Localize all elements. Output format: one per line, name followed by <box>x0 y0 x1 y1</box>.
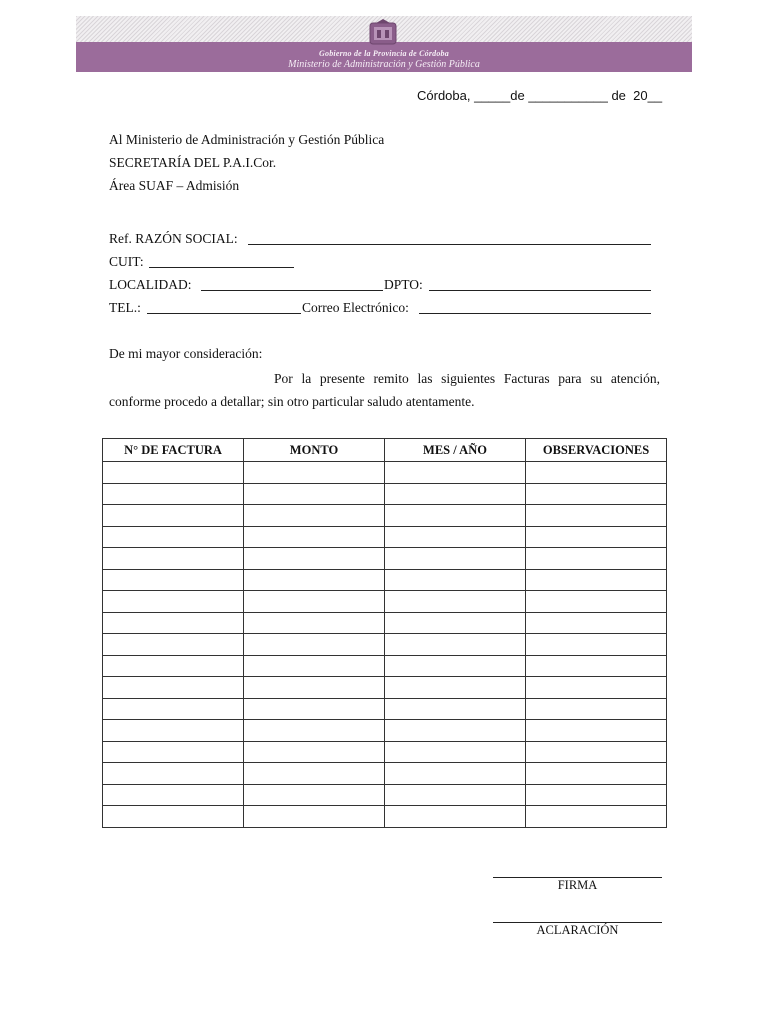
table-cell[interactable] <box>526 634 667 656</box>
table-cell[interactable] <box>385 763 526 785</box>
table-cell[interactable] <box>244 806 385 828</box>
table-row <box>103 720 667 742</box>
table-cell[interactable] <box>244 784 385 806</box>
table-cell[interactable] <box>526 763 667 785</box>
table-cell[interactable] <box>244 720 385 742</box>
table-cell[interactable] <box>103 483 244 505</box>
table-row <box>103 548 667 570</box>
body-paragraph: Por la presente remito las siguientes Facturas para su atención, conforme procedo a detallar; sin otro particular saludo atentamente. <box>109 371 660 409</box>
table-cell[interactable] <box>244 763 385 785</box>
table-cell[interactable] <box>244 462 385 484</box>
table-row <box>103 806 667 828</box>
table-cell[interactable] <box>526 591 667 613</box>
table-cell[interactable] <box>385 720 526 742</box>
table-cell[interactable] <box>526 462 667 484</box>
tel-field[interactable] <box>147 313 301 314</box>
addressee-area: Área SUAF – Admisión <box>109 178 240 193</box>
table-row <box>103 569 667 591</box>
tel-label: TEL.: <box>109 300 141 315</box>
table-cell[interactable] <box>103 806 244 828</box>
table-cell[interactable] <box>244 548 385 570</box>
ministry-name: Ministerio de Administración y Gestión Pública <box>288 59 480 70</box>
table-row <box>103 526 667 548</box>
table-cell[interactable] <box>526 526 667 548</box>
table-cell[interactable] <box>385 784 526 806</box>
table-cell[interactable] <box>103 462 244 484</box>
table-cell[interactable] <box>385 548 526 570</box>
table-cell[interactable] <box>103 784 244 806</box>
table-cell[interactable] <box>103 655 244 677</box>
government-name: Gobierno de la Provincia de Córdoba <box>319 49 449 58</box>
table-cell[interactable] <box>103 720 244 742</box>
table-cell[interactable] <box>526 720 667 742</box>
column-header-factura: N° DE FACTURA <box>103 439 244 462</box>
table-header-row <box>103 439 667 462</box>
table-cell[interactable] <box>526 784 667 806</box>
table-cell[interactable] <box>103 548 244 570</box>
table-cell[interactable] <box>526 569 667 591</box>
table-cell[interactable] <box>244 526 385 548</box>
localidad-label: LOCALIDAD: <box>109 277 192 292</box>
table-cell[interactable] <box>103 505 244 527</box>
table-cell[interactable] <box>385 634 526 656</box>
table-cell[interactable] <box>526 655 667 677</box>
cuit-field[interactable] <box>149 267 294 268</box>
table-cell[interactable] <box>103 591 244 613</box>
table-row <box>103 655 667 677</box>
coat-of-arms-icon <box>368 18 398 46</box>
firma-label: FIRMA <box>557 878 598 892</box>
table-row <box>103 763 667 785</box>
column-header-monto: MONTO <box>244 439 385 462</box>
table-cell[interactable] <box>385 591 526 613</box>
greeting: De mi mayor consideración: <box>109 346 263 361</box>
correo-label: Correo Electrónico: <box>302 300 409 315</box>
addressee-ministry: Al Ministerio de Administración y Gestión Pública <box>109 132 385 147</box>
table-row <box>103 591 667 613</box>
table-cell[interactable] <box>385 698 526 720</box>
correo-field[interactable] <box>419 313 651 314</box>
table-cell[interactable] <box>244 655 385 677</box>
table-cell[interactable] <box>526 612 667 634</box>
table-cell[interactable] <box>526 741 667 763</box>
table-row <box>103 462 667 484</box>
table-cell[interactable] <box>244 634 385 656</box>
table-cell[interactable] <box>244 591 385 613</box>
table-cell[interactable] <box>385 741 526 763</box>
aclaracion-label: ACLARACIÓN <box>536 923 619 937</box>
table-cell[interactable] <box>103 698 244 720</box>
table-row <box>103 505 667 527</box>
table-cell[interactable] <box>244 612 385 634</box>
table-cell[interactable] <box>103 612 244 634</box>
invoice-table <box>102 438 667 828</box>
table-cell[interactable] <box>103 741 244 763</box>
table-cell[interactable] <box>244 505 385 527</box>
table-cell[interactable] <box>526 505 667 527</box>
table-row <box>103 634 667 656</box>
table-cell[interactable] <box>526 483 667 505</box>
table-cell[interactable] <box>385 612 526 634</box>
addressee-secretaria: SECRETARÍA DEL P.A.I.Cor. <box>109 155 277 170</box>
table-cell[interactable] <box>526 548 667 570</box>
table-cell[interactable] <box>385 526 526 548</box>
table-cell[interactable] <box>244 677 385 699</box>
razon-social-label: Ref. RAZÓN SOCIAL: <box>109 231 238 246</box>
table-cell[interactable] <box>244 698 385 720</box>
table-cell[interactable] <box>244 741 385 763</box>
table-row <box>103 612 667 634</box>
razon-social-field[interactable] <box>248 244 651 245</box>
table-row <box>103 741 667 763</box>
cuit-label: CUIT: <box>109 254 144 269</box>
table-cell[interactable] <box>385 655 526 677</box>
column-header-observaciones: OBSERVACIONES <box>526 439 667 462</box>
table-cell[interactable] <box>385 462 526 484</box>
table-cell[interactable] <box>526 698 667 720</box>
table-cell[interactable] <box>385 483 526 505</box>
dpto-label: DPTO: <box>384 277 423 292</box>
table-cell[interactable] <box>385 806 526 828</box>
table-cell[interactable] <box>244 483 385 505</box>
dpto-field[interactable] <box>429 290 651 291</box>
table-cell[interactable] <box>103 569 244 591</box>
table-row <box>103 483 667 505</box>
table-cell[interactable] <box>103 677 244 699</box>
table-row <box>103 677 667 699</box>
column-header-mes-ano: MES / AÑO <box>385 439 526 462</box>
table-row <box>103 698 667 720</box>
table-cell[interactable] <box>103 634 244 656</box>
table-cell[interactable] <box>244 569 385 591</box>
table-cell[interactable] <box>103 763 244 785</box>
date-line: Córdoba, _____de ___________ de 20__ <box>417 88 663 103</box>
table-cell[interactable] <box>385 505 526 527</box>
localidad-field[interactable] <box>201 290 383 291</box>
table-cell[interactable] <box>103 526 244 548</box>
table-row <box>103 784 667 806</box>
table-cell[interactable] <box>526 677 667 699</box>
table-cell[interactable] <box>385 677 526 699</box>
table-cell[interactable] <box>385 569 526 591</box>
table-cell[interactable] <box>526 806 667 828</box>
